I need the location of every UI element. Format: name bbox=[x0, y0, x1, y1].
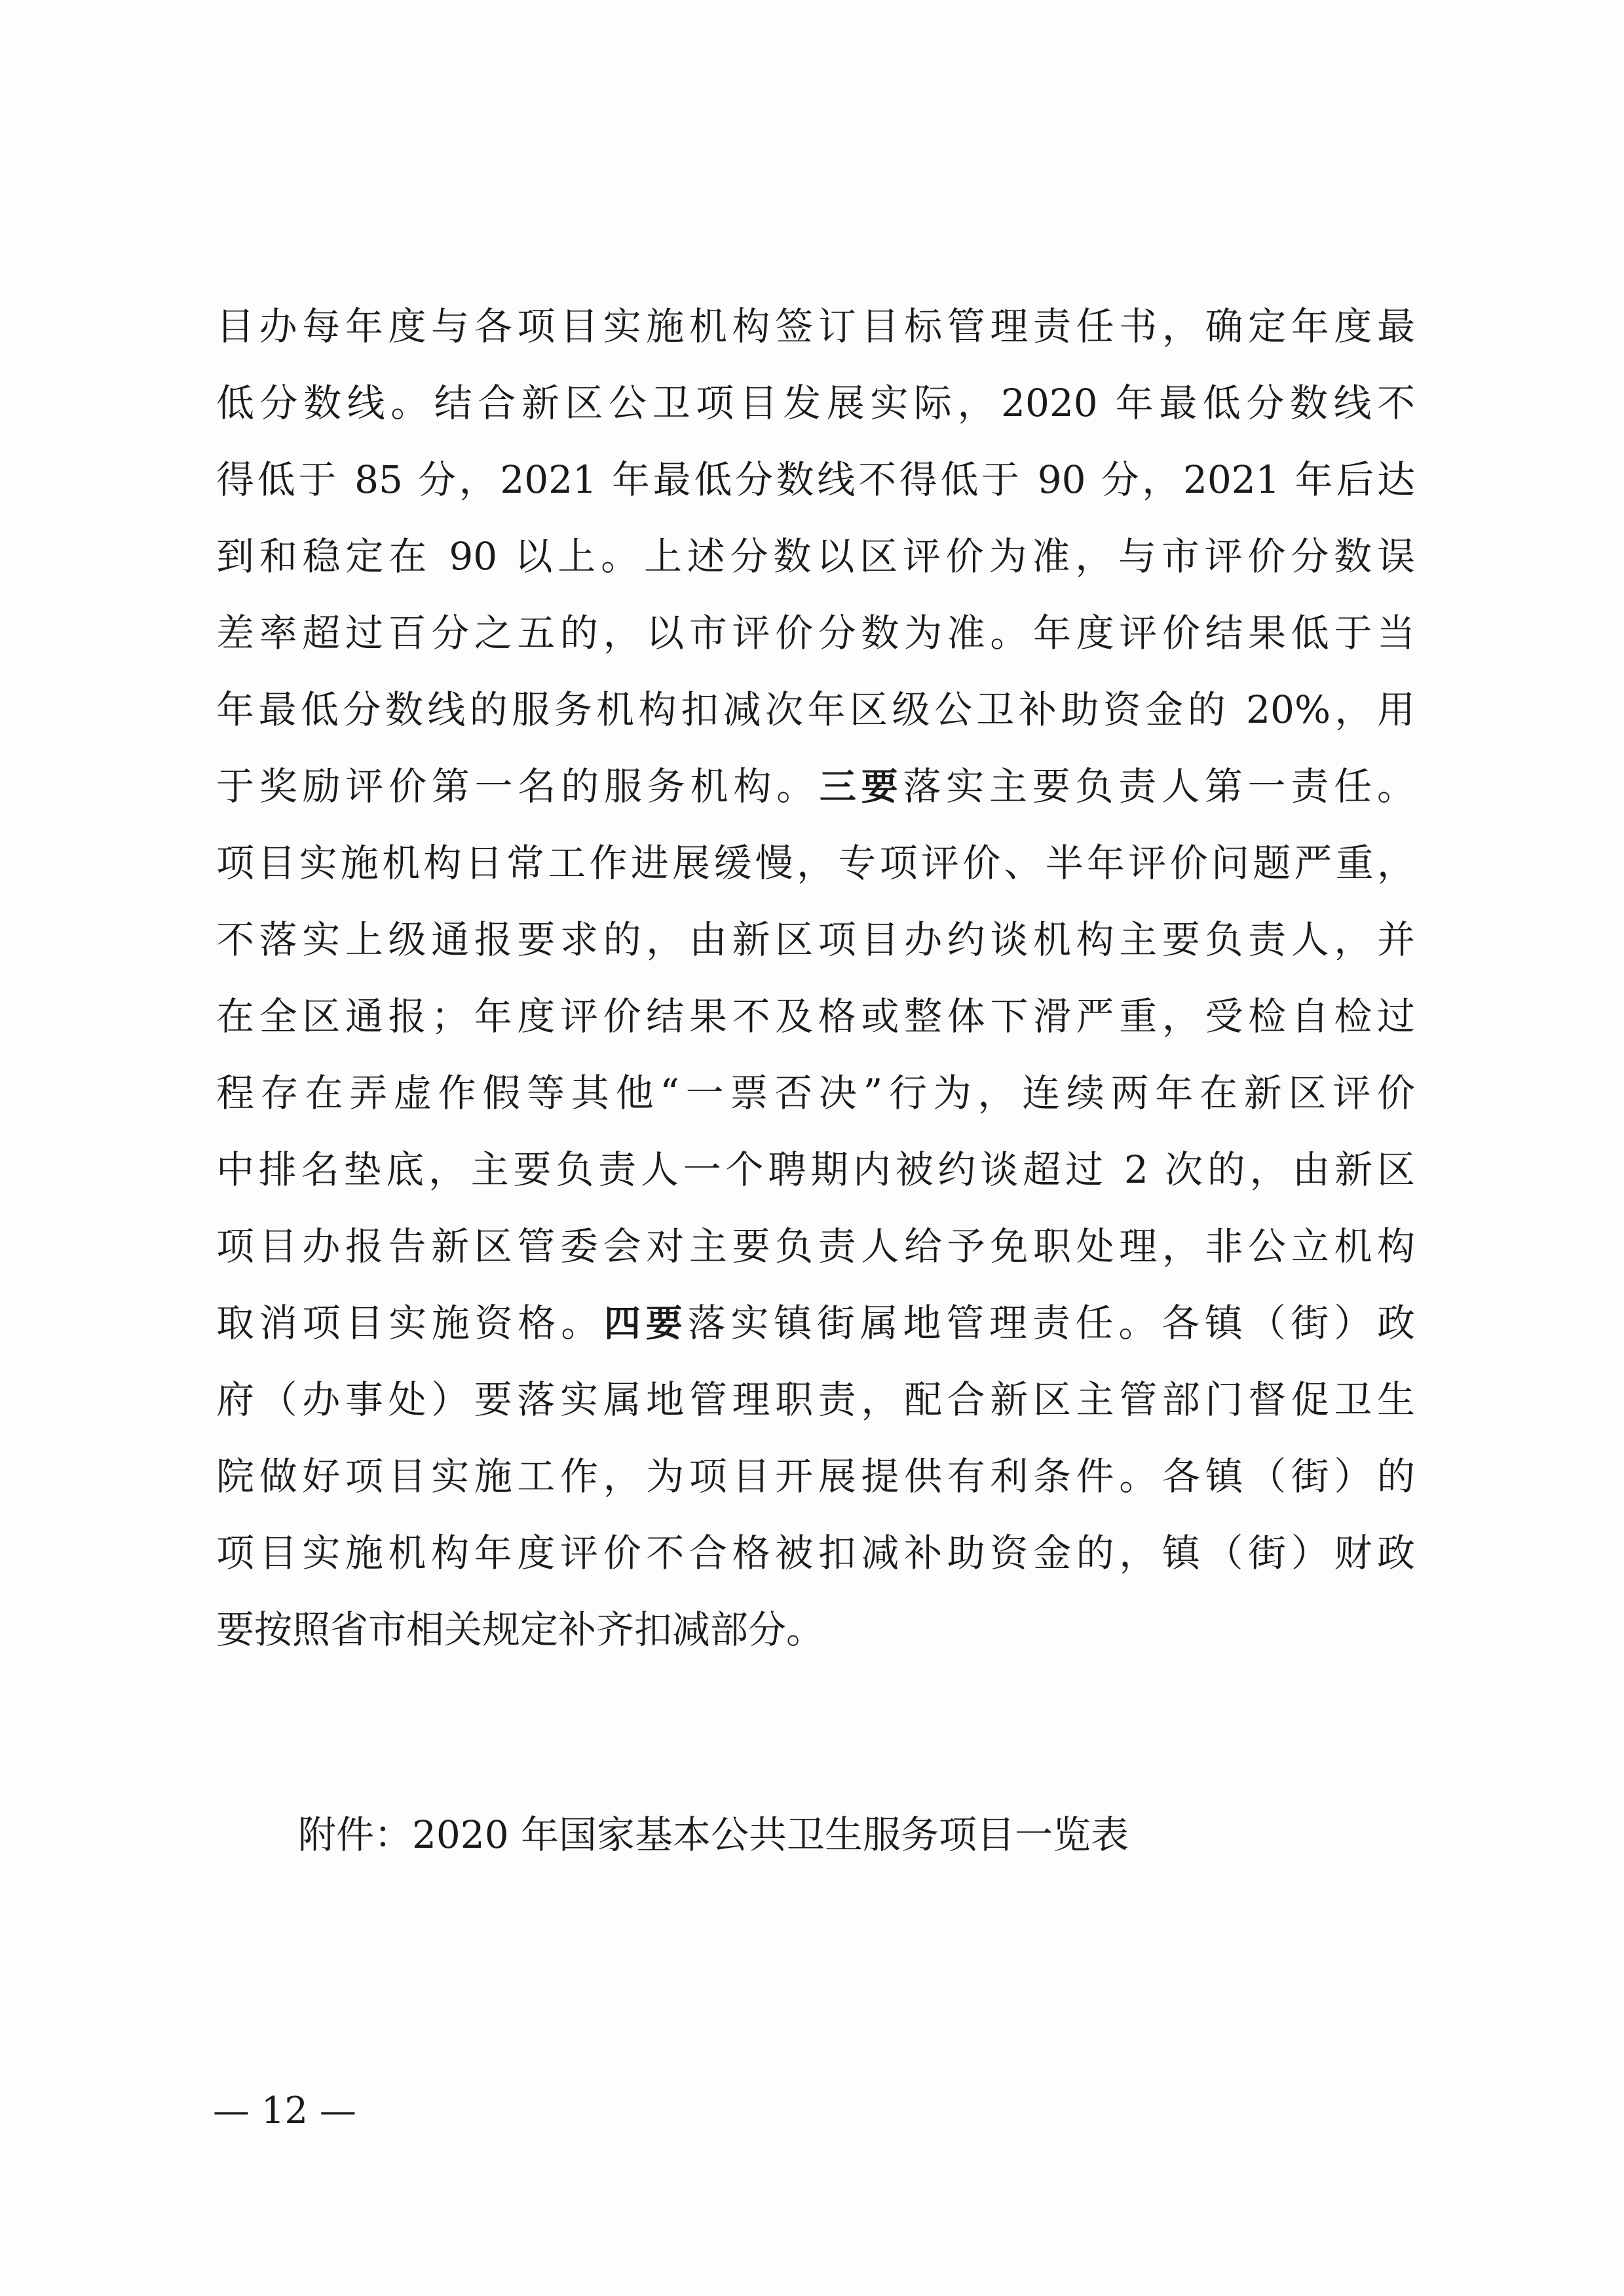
text-line: 中排名垫底，主要负责人一个聘期内被约谈超过 2 次的，由新区 bbox=[216, 1147, 1415, 1192]
text-line: 年最低分数线的服务机构扣减次年区级公卫补助资金的 20%，用 bbox=[216, 687, 1415, 732]
text-segment: 落实主要负责人第一责任。 bbox=[903, 764, 1415, 809]
body-paragraph bbox=[216, 288, 1415, 1668]
text-line: 程存在弄虚作假等其他“一票否决”行为，连续两年在新区评价 bbox=[216, 1071, 1415, 1115]
highlight-heading: 四要 bbox=[604, 1303, 688, 1345]
text-line: 得低于 85 分，2021 年最低分数线不得低于 90 分，2021 年后达 bbox=[216, 457, 1415, 502]
text-line: 府（办事处）要落实属地管理职责，配合新区主管部门督促卫生 bbox=[216, 1377, 1415, 1422]
text-line: 项目办报告新区管委会对主要负责人给予免职处理，非公立机构 bbox=[216, 1224, 1415, 1269]
highlight-heading: 三要 bbox=[819, 766, 903, 809]
text-line: 目办每年度与各项目实施机构签订目标管理责任书，确定年度最 bbox=[216, 304, 1415, 349]
text-line bbox=[216, 748, 1415, 825]
text-line: 项目实施机构日常工作进展缓慢，专项评价、半年评价问题严重， bbox=[216, 841, 1415, 885]
text-line: 院做好项目实施工作，为项目开展提供有利条件。各镇（街）的 bbox=[216, 1454, 1415, 1499]
text-line: 不落实上级通报要求的，由新区项目办约谈机构主要负责人，并 bbox=[216, 917, 1415, 962]
text-line: 到和稳定在 90 以上。上述分数以区评价为准，与市评价分数误 bbox=[216, 534, 1415, 579]
text-line: 项目实施机构年度评价不合格被扣减补助资金的，镇（街）财政 bbox=[216, 1531, 1415, 1575]
text-line: 低分数线。结合新区公卫项目发展实际，2020 年最低分数线不 bbox=[216, 381, 1415, 425]
text-segment: 落实镇街属地管理责任。各镇（街）政 bbox=[687, 1301, 1415, 1345]
text-line: 要按照省市相关规定补齐扣减部分。 bbox=[216, 1607, 825, 1652]
text-segment: 于奖励评价第一名的服务机构。 bbox=[216, 764, 820, 809]
text-line bbox=[216, 1285, 1415, 1362]
text-segment: 取消项目实施资格。 bbox=[216, 1301, 604, 1345]
page-number: — 12 — bbox=[213, 2090, 356, 2132]
attachment-note: 附件：2020 年国家基本公共卫生服务项目一览表 bbox=[298, 1812, 1129, 1857]
text-line: 差率超过百分之五的，以市评价分数为准。年度评价结果低于当 bbox=[216, 611, 1415, 655]
text-line: 在全区通报；年度评价结果不及格或整体下滑严重，受检自检过 bbox=[216, 994, 1415, 1039]
